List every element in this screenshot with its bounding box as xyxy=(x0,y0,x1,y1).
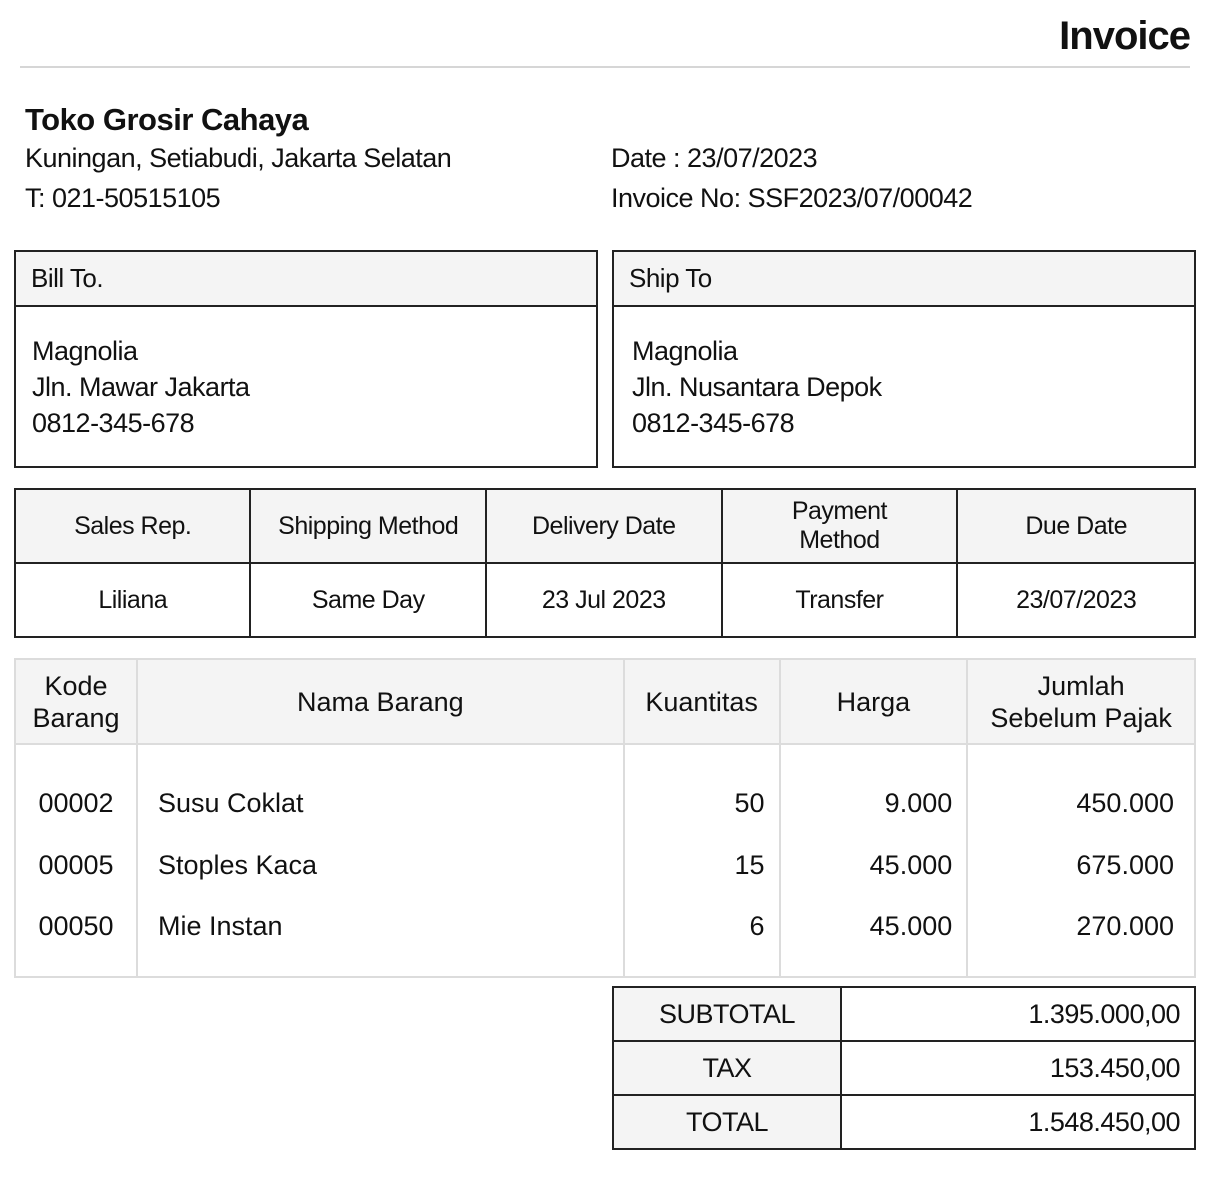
header-price: Harga xyxy=(780,659,968,744)
item-quantity: 6 xyxy=(624,897,780,977)
header-delivery-date: Delivery Date xyxy=(486,489,722,563)
value-shipping-method: Same Day xyxy=(250,563,486,637)
header-payment-method: Payment Method xyxy=(722,489,958,563)
total-value: 1.548.450,00 xyxy=(841,1095,1195,1149)
items-table xyxy=(14,658,1196,978)
total-label: TOTAL xyxy=(613,1095,841,1149)
table-row xyxy=(15,897,1195,977)
header-amount-before-tax: Jumlah Sebelum Pajak xyxy=(967,659,1195,744)
company-phone: T: 021-50515105 xyxy=(25,183,221,213)
header-due-date: Due Date xyxy=(957,489,1195,563)
item-name: Mie Instan xyxy=(137,897,624,977)
ship-to-name: Magnolia xyxy=(632,336,738,366)
item-code: 00005 xyxy=(15,834,137,897)
item-name: Stoples Kaca xyxy=(137,834,624,897)
tax-value: 153.450,00 xyxy=(841,1041,1195,1095)
invoice-number: Invoice No: SSF2023/07/00042 xyxy=(611,183,973,213)
subtotal-row xyxy=(613,987,1195,1041)
item-code: 00050 xyxy=(15,897,137,977)
value-due-date: 23/07/2023 xyxy=(957,563,1195,637)
value-sales-rep: Liliana xyxy=(15,563,250,637)
order-info-header-row xyxy=(15,489,1195,563)
ship-to-body xyxy=(614,307,1194,441)
item-quantity: 50 xyxy=(624,744,780,834)
tax-label: TAX xyxy=(613,1041,841,1095)
header-sales-rep: Sales Rep. xyxy=(15,489,250,563)
bill-to-address: Jln. Mawar Jakarta xyxy=(32,372,250,402)
value-delivery-date: 23 Jul 2023 xyxy=(486,563,722,637)
header-item-name: Nama Barang xyxy=(137,659,624,744)
ship-to-phone: 0812-345-678 xyxy=(632,408,795,438)
item-price: 9.000 xyxy=(780,744,968,834)
title-divider xyxy=(20,66,1190,68)
subtotal-label: SUBTOTAL xyxy=(613,987,841,1041)
order-info-table xyxy=(14,488,1196,638)
totals-table xyxy=(612,986,1196,1150)
company-name: Toko Grosir Cahaya xyxy=(25,102,309,137)
invoice-title: Invoice xyxy=(1059,14,1190,58)
ship-to-heading: Ship To xyxy=(614,252,1194,307)
header-quantity: Kuantitas xyxy=(624,659,780,744)
item-quantity: 15 xyxy=(624,834,780,897)
bill-to-box xyxy=(14,250,598,468)
table-row xyxy=(15,834,1195,897)
item-code: 00002 xyxy=(15,744,137,834)
bill-to-phone: 0812-345-678 xyxy=(32,408,195,438)
item-price: 45.000 xyxy=(780,897,968,977)
item-amount: 450.000 xyxy=(967,744,1195,834)
invoice-date: Date : 23/07/2023 xyxy=(611,143,818,173)
subtotal-value: 1.395.000,00 xyxy=(841,987,1195,1041)
tax-row xyxy=(613,1041,1195,1095)
total-row xyxy=(613,1095,1195,1149)
company-address: Kuningan, Setiabudi, Jakarta Selatan xyxy=(25,143,452,173)
header-item-code: Kode Barang xyxy=(15,659,137,744)
table-row xyxy=(15,744,1195,834)
bill-to-heading: Bill To. xyxy=(16,252,596,307)
order-info-value-row xyxy=(15,563,1195,637)
ship-to-box xyxy=(612,250,1196,468)
item-price: 45.000 xyxy=(780,834,968,897)
bill-to-body xyxy=(16,307,596,441)
items-header-row xyxy=(15,659,1195,744)
item-name: Susu Coklat xyxy=(137,744,624,834)
ship-to-address: Jln. Nusantara Depok xyxy=(632,372,882,402)
item-amount: 270.000 xyxy=(967,897,1195,977)
header-shipping-method: Shipping Method xyxy=(250,489,486,563)
item-amount: 675.000 xyxy=(967,834,1195,897)
value-payment-method: Transfer xyxy=(722,563,958,637)
bill-to-name: Magnolia xyxy=(32,336,138,366)
